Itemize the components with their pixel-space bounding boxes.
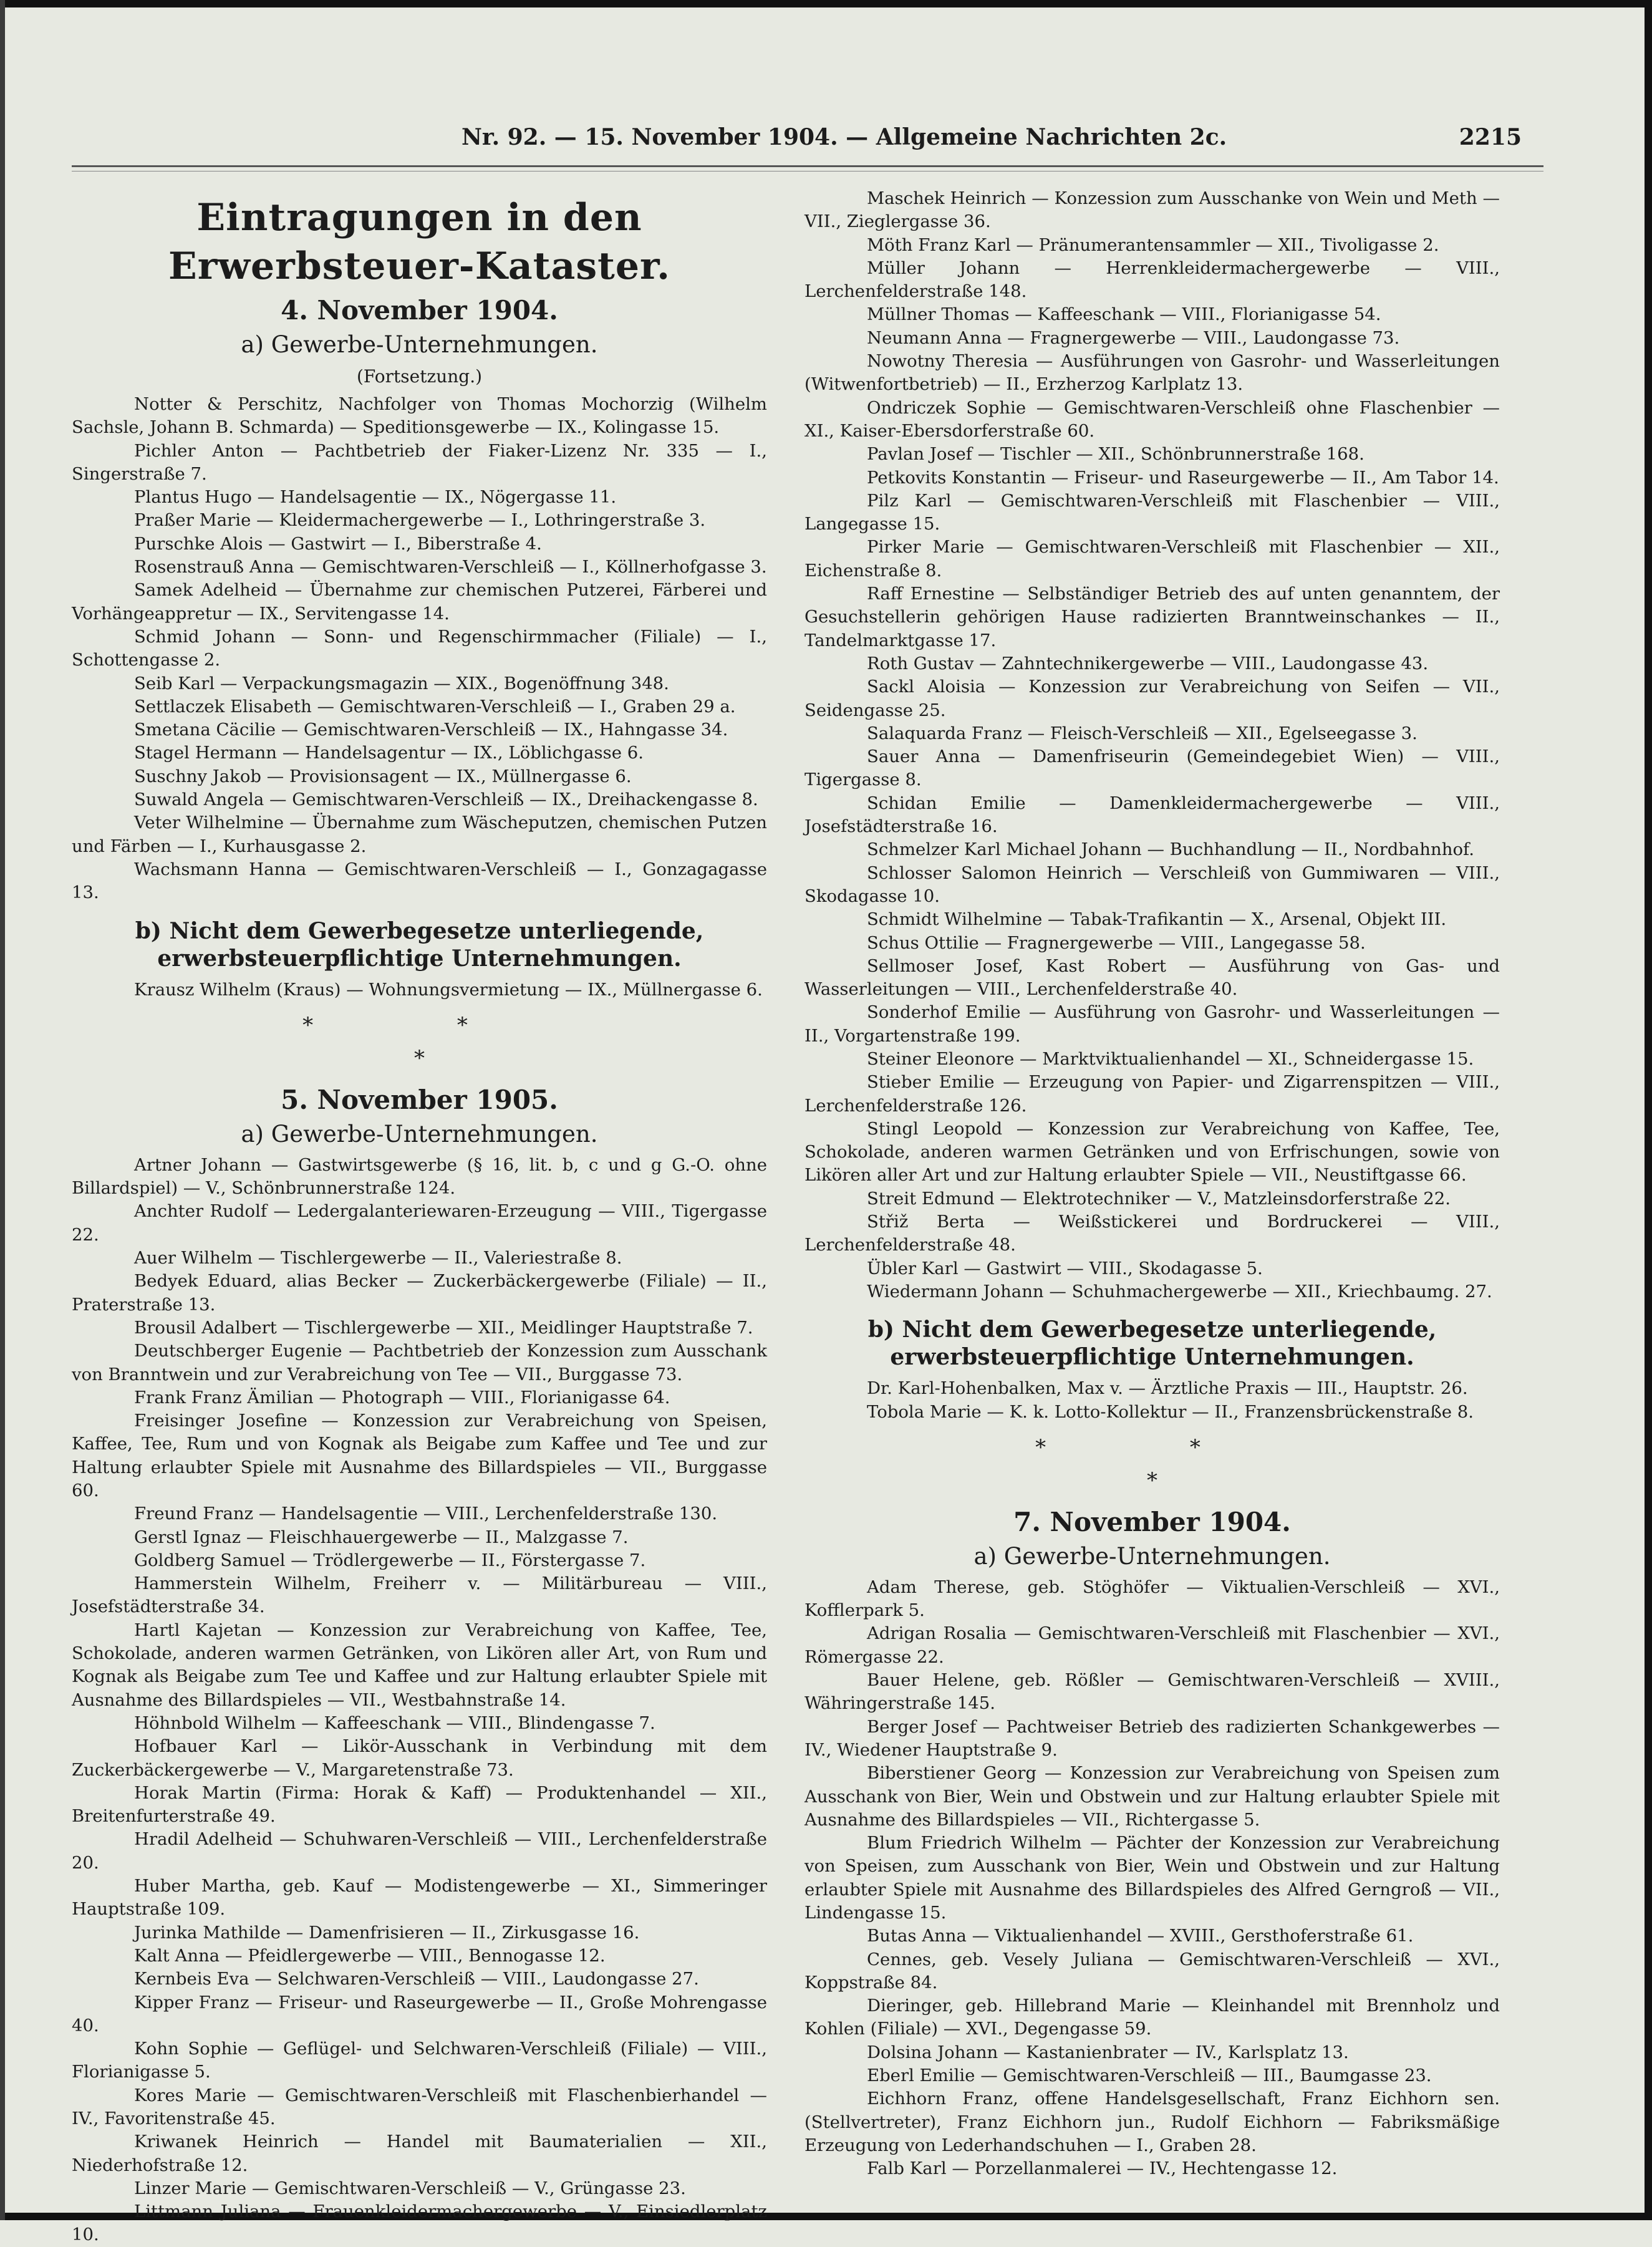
subsection-b-heading: b) Nicht dem Gewerbegesetze unterliegende, erwerbsteuerpflichtige Unternehmungen. [135,917,704,972]
list-item: Raff Ernestine — Selbständiger Betrieb des auf unten genanntem, der Gesuchstellerin gehörigen Hause radizierten Branntweinschankes — II., Tandelmarktgasse 17. [804,584,1500,650]
list-item: Praßer Marie — Kleidermachergewerbe — I., Lothringerstraße 3. [134,510,706,531]
scan-border-right [1645,0,1652,2220]
list-item: Pirker Marie — Gemischtwaren-Verschleiß mit Flaschenbier — XII., Eichenstraße 8. [804,537,1500,581]
list-item: Settlaczek Elisabeth — Gemischtwaren-Verschleiß — I., Graben 29 a. [134,696,736,717]
list-item: Streit Edmund — Elektrotechniker — V., Matzleinsdorferstraße 22. [867,1188,1451,1209]
list-item: Schmidt Wilhelmine — Tabak-Trafikantin — X., Arsenal, Objekt III. [867,909,1447,930]
list-item: Adrigan Rosalia — Gemischtwaren-Verschleiß mit Flaschenbier — XVI., Römergasse 22. [804,1623,1500,1667]
continuation-note: (Fortsetzung.) [356,366,483,387]
subsection-a-heading: a) Gewerbe-Unternehmungen. [241,1120,598,1148]
list-item: Pavlan Josef — Tischler — XII., Schönbrunnerstraße 168. [867,444,1365,465]
page-header [94,118,1528,156]
list-item: Samek Adelheid — Übernahme zur chemischen Putzerei, Färberei und Vorhängeappretur — IX., Servitengasse 14. [72,580,767,624]
list-item: Kalt Anna — Pfeidlergewerbe — VIII., Bennogasse 12. [134,1945,606,1966]
list-item: Sonderhof Emilie — Ausführung von Gasrohr- und Wasserleitungen — II., Vorgartenstraße 199. [804,1002,1500,1046]
list-item: Deutschberger Eugenie — Pachtbetrieb der Konzession zum Ausschank von Branntwein und zur Verabreichung von Tee — VII., Burggasse 73. [72,1341,767,1384]
list-item: Wachsmann Hanna — Gemischtwaren-Verschleiß — I., Gonzagagasse 13. [72,859,767,903]
list-item: Hammerstein Wilhelm, Freiherr v. — Militärbureau — VIII., Josefstädterstraße 34. [72,1573,767,1617]
list-item: Berger Josef — Pachtweiser Betrieb des radizierten Schankgewerbes — IV., Wiedener Hauptstraße 9. [804,1716,1500,1760]
list-item: Schus Ottilie — Fragnergewerbe — VIII., Langegasse 58. [867,932,1366,953]
list-item: Kipper Franz — Friseur- und Raseurgewerbe — II., Große Mohrengasse 40. [72,1992,767,2036]
subsection-b-heading: b) Nicht dem Gewerbegesetze unterliegende, erwerbsteuerpflichtige Unternehmungen. [867,1317,1437,1371]
list-item: Eberl Emilie — Gemischtwaren-Verschleiß — III., Baumgasse 23. [867,2066,1432,2086]
list-item: Möth Franz Karl — Pränumerantensammler — XII., Tivoligasse 2. [867,234,1439,255]
list-item: Smetana Cäcilie — Gemischtwaren-Verschleiß — IX., Hahngasse 34. [134,720,728,740]
section-date-5-nov: 5. November 1905. [281,1084,558,1115]
list-item: Jurinka Mathilde — Damenfrisieren — II., Zirkusgasse 16. [134,1922,640,1943]
list-item: Horak Martin (Firma: Horak & Kaff) — Produktenhandel — XII., Breitenfurterstraße 49. [72,1782,767,1827]
list-item: Steiner Eleonore — Marktviktualienhandel — XI., Schneidergasse 15. [867,1048,1474,1069]
entry-list-5-nov-a-continued [804,187,1500,1303]
list-item: Hartl Kajetan — Konzession zur Verabreichung von Kaffee, Tee, Schokolade, anderen warmen Getränken, von Likören aller Art, von Rum und Kognak als Beigabe zum Tee und Kaffee und zur Haltung erlaubter Spiele mit Ausnahme des Billardspieles — VII., Westbahnstraße 14. [72,1620,767,1710]
list-item: Kores Marie — Gemischtwaren-Verschleiß mit Flaschenbierhandel — IV., Favoritenstraße 45. [72,2085,767,2129]
list-item: Sellmoser Josef, Kast Robert — Ausführung von Gas- und Wasserleitungen — VIII., Lerchenfelderstraße 40. [804,955,1500,1000]
list-item: Übler Karl — Gastwirt — VIII., Skodagasse 5. [867,1258,1263,1278]
list-item: Bedyek Eduard, alias Becker — Zuckerbäckergewerbe (Filiale) — II., Praterstraße 13. [72,1271,767,1315]
list-item: Blum Friedrich Wilhelm — Pächter der Konzession zur Verabreichung von Speisen, zum Ausschank von Bier, Wein und Obstwein und zur Haltung erlaubter Spiele mit Ausnahme des Billardspieles des Alfred Gerngroß — VII., Lindengasse 15. [804,1833,1500,1923]
list-item: Falb Karl — Porzellanmalerei — IV., Hechtengasse 12. [867,2158,1338,2179]
list-item: Sackl Aloisia — Konzession zur Verabreichung von Seifen — VII., Seidengasse 25. [804,677,1500,720]
list-item: Schlosser Salomon Heinrich — Verschleiß von Gummiwaren — VIII., Skodagasse 10. [804,863,1500,906]
list-item: Roth Gustav — Zahntechnikergewerbe — VIII., Laudongasse 43. [867,653,1429,674]
list-item: Gerstl Ignaz — Fleischhauergewerbe — II., Malzgasse 7. [134,1527,629,1547]
list-item: Littmann Juliana — Frauenkleidermachergewerbe — V., Einsiedlerplatz 10. [72,2201,767,2245]
list-item: Dolsina Johann — Kastanienbrater — IV., Karlsplatz 13. [867,2042,1349,2062]
list-item: Anchter Rudolf — Ledergalanteriewaren-Erzeugung — VIII., Tigergasse 22. [72,1201,767,1245]
right-column [804,187,1500,2183]
list-item: Ondriczek Sophie — Gemischtwaren-Verschleiß ohne Flaschenbier — XI., Kaiser-Ebersdorferstraße 60. [804,397,1500,441]
list-item: Freisinger Josefine — Konzession zur Verabreichung von Speisen, Kaffee, Tee, Rum und von Kognak als Beigabe zum Kaffee und Tee und zur Haltung erlaubter Spiele mit Ausnahme des Billardspieles — VII., Burggasse 60. [72,1411,767,1500]
list-item: Auer Wilhelm — Tischlergewerbe — II., Valeriestraße 8. [134,1248,622,1268]
entry-list-4-nov-a [72,393,767,905]
list-item: Huber Martha, geb. Kauf — Modistengewerbe — XI., Simmeringer Hauptstraße 109. [72,1876,767,1920]
list-item: Purschke Alois — Gastwirt — I., Biberstraße 4. [134,533,542,554]
list-item: Biberstiener Georg — Konzession zur Verabreichung von Speisen zum Ausschank von Bier, Wein und Obstwein und zur Haltung erlaubter Spiele mit Ausnahme des Billardspieles — VII., Richtergasse 5. [804,1763,1500,1830]
list-item: Nowotny Theresia — Ausführungen von Gasrohr- und Wasserleitungen (Witwenfortbetrieb) — II., Erzherzog Karlplatz 13. [804,351,1500,395]
list-item: Schidan Emilie — Damenkleidermachergewerbe — VIII., Josefstädterstraße 16. [804,793,1500,837]
section-date-7-nov: 7. November 1904. [1013,1506,1291,1537]
entry-list-5-nov-b [804,1377,1500,1424]
list-item: Linzer Marie — Gemischtwaren-Verschleiß — V., Grüngasse 23. [134,2178,686,2198]
list-item: Kernbeis Eva — Selchwaren-Verschleiß — VIII., Laudongasse 27. [134,1969,699,1989]
section-divider-star: * [414,1045,425,1071]
page-number: 2215 [1459,124,1522,150]
list-item: Kohn Sophie — Geflügel- und Selchwaren-Verschleiß (Filiale) — VIII., Florianigasse 5. [72,2039,767,2082]
list-item: Stingl Leopold — Konzession zur Verabreichung von Kaffee, Tee, Schokolade, anderen warmen Getränken und von Erfrischungen, sowie von Likören aller Art und zur Haltung erlaubter Spiele — VII., Neustiftgasse 66. [804,1118,1500,1186]
running-title: Nr. 92. — 15. November 1904. — Allgemeine Nachrichten 2c. [461,124,1227,150]
list-item: Krausz Wilhelm (Kraus) — Wohnungsvermietung — IX., Müllnergasse 6. [134,979,763,1000]
list-item: Maschek Heinrich — Konzession zum Ausschanke von Wein und Meth — VII., Zieglergasse 36. [804,188,1500,232]
list-item: Sauer Anna — Damenfriseurin (Gemeindegebiet Wien) — VIII., Tigergasse 8. [804,747,1500,790]
section-date-4-nov: 4. November 1904. [281,295,558,326]
section-divider-stars: * * [1035,1434,1269,1460]
list-item: Rosenstrauß Anna — Gemischtwaren-Verschleiß — I., Köllnerhofgasse 3. [134,557,767,577]
list-item: Butas Anna — Viktualienhandel — XVIII., Gersthoferstraße 61. [867,1926,1414,1946]
list-item: Bauer Helene, geb. Rößler — Gemischtwaren-Verschleiß — XVIII., Währingerstraße 145. [804,1670,1500,1714]
list-item: Adam Therese, geb. Stöghöfer — Viktualien-Verschleiß — XVI., Kofflerpark 5. [804,1577,1500,1621]
subsection-a-heading: a) Gewerbe-Unternehmungen. [973,1542,1331,1570]
list-item: Plantus Hugo — Handelsagentie — IX., Nögergasse 11. [134,487,617,508]
entry-list-5-nov-a [72,1154,767,2247]
list-item: Stagel Hermann — Handelsagentur — IX., Löblichgasse 6. [134,743,644,763]
list-item: Dr. Karl-Hohenbalken, Max v. — Ärztliche Praxis — III., Hauptstr. 26. [867,1378,1468,1399]
list-item: Petkovits Konstantin — Friseur- und Raseurgewerbe — II., Am Tabor 14. [867,467,1499,488]
entry-list-7-nov-a [804,1576,1500,2181]
list-item: Goldberg Samuel — Trödlergewerbe — II., Förstergasse 7. [134,1550,646,1570]
list-item: Pichler Anton — Pachtbetrieb der Fiaker-Lizenz Nr. 335 — I., Singerstraße 7. [72,440,767,484]
list-item: Schmid Johann — Sonn- und Regenschirmmacher (Filiale) — I., Schottengasse 2. [72,626,767,670]
list-item: Cennes, geb. Vesely Juliana — Gemischtwaren-Verschleiß — XVI., Koppstraße 84. [804,1949,1500,1993]
section-divider-stars: * * [302,1012,536,1038]
list-item: Brousil Adalbert — Tischlergewerbe — XII., Meidlinger Hauptstraße 7. [134,1317,753,1338]
list-item: Tobola Marie — K. k. Lotto-Kollektur — II., Franzensbrückenstraße 8. [867,1401,1474,1422]
header-rule [72,165,1543,172]
scan-border-top [0,0,1652,7]
list-item: Hradil Adelheid — Schuhwaren-Verschleiß — VIII., Lerchenfelderstraße 20. [72,1829,767,1873]
list-item: Höhnbold Wilhelm — Kaffeeschank — VIII., Blindengasse 7. [134,1713,655,1733]
list-item: Müllner Thomas — Kaffeeschank — VIII., Florianigasse 54. [867,304,1381,325]
list-item: Wiedermann Johann — Schuhmachergewerbe — XII., Kriechbaumg. 27. [867,1281,1492,1302]
list-item: Stieber Emilie — Erzeugung von Papier- und Zigarrenspitzen — VIII., Lerchenfelderstraße 126. [804,1072,1500,1116]
list-item: Suwald Angela — Gemischtwaren-Verschleiß — IX., Dreihackengasse 8. [134,790,758,810]
list-item: Müller Johann — Herrenkleidermachergewerbe — VIII., Lerchenfelderstraße 148. [804,258,1500,302]
list-item: Střiž Berta — Weißstickerei und Bordruckerei — VIII., Lerchenfelderstraße 48. [804,1212,1500,1255]
list-item: Pilz Karl — Gemischtwaren-Verschleiß mit Flaschenbier — VIII., Langegasse 15. [804,490,1500,534]
list-item: Hofbauer Karl — Likör-Ausschank in Verbindung mit dem Zuckerbäckergewerbe — V., Margaretenstraße 73. [72,1736,767,1780]
list-item: Suschny Jakob — Provisionsagent — IX., Müllnergasse 6. [134,766,632,786]
left-column [72,187,767,2245]
subsection-a-heading: a) Gewerbe-Unternehmungen. [241,331,598,358]
list-item: Seib Karl — Verpackungsmagazin — XIX., Bogenöffnung 348. [134,673,669,693]
list-item: Frank Franz Ämilian — Photograph — VIII., Florianigasse 64. [134,1387,670,1408]
list-item: Artner Johann — Gastwirtsgewerbe (§ 16, lit. b, c und g G.-O. ohne Billardspiel) — V., Schönbrunnerstraße 124. [72,1154,767,1199]
list-item: Neumann Anna — Fragnergewerbe — VIII., Laudongasse 73. [867,327,1400,348]
page-title: Eintragungen in den Erwerbsteuer-Kataster. [168,196,670,288]
list-item: Freund Franz — Handelsagentie — VIII., Lerchenfelderstraße 130. [134,1504,718,1524]
section-divider-star: * [1147,1467,1157,1493]
list-item: Notter & Perschitz, Nachfolger von Thomas Mochorzig (Wilhelm Sachsle, Johann B. Schmarda) — Speditionsgewerbe — IX., Kolingasse 15. [72,394,767,438]
list-item: Dieringer, geb. Hillebrand Marie — Kleinhandel mit Brennholz und Kohlen (Filiale) — XVI., Degengasse 59. [804,1996,1500,2039]
entry-list-4-nov-b [72,979,767,1002]
list-item: Schmelzer Karl Michael Johann — Buchhandlung — II., Nordbahnhof. [867,839,1474,860]
scan-border-left [0,0,5,2220]
list-item: Eichhorn Franz, offene Handelsgesellschaft, Franz Eichhorn sen. (Stellvertreter), Franz Eichhorn jun., Rudolf Eichhorn — Fabriksmäßige Erzeugung von Lederhandschuhen — I., Graben 28. [804,2089,1500,2155]
list-item: Salaquarda Franz — Fleisch-Verschleiß — XII., Egelseegasse 3. [867,723,1418,743]
list-item: Kriwanek Heinrich — Handel mit Baumaterialien — XII., Niederhofstraße 12. [72,2132,767,2175]
list-item: Veter Wilhelmine — Übernahme zum Wäscheputzen, chemischen Putzen und Färben — I., Kurhausgasse 2. [72,813,767,856]
